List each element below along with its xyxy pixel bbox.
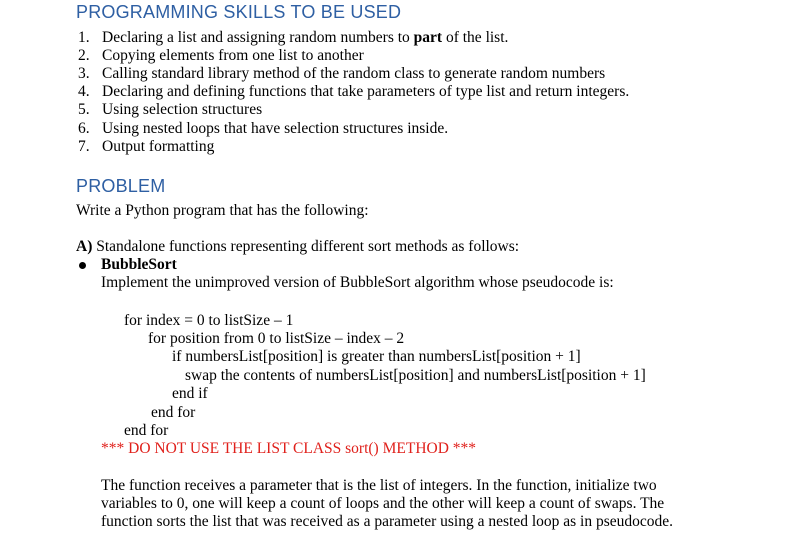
problem-heading: PROBLEM [76,176,166,196]
bubblesort-description: Implement the unimproved version of BubbleSort algorithm whose pseudocode is: [101,274,614,291]
skill-number: 4. [78,83,90,100]
skill-number: 2. [78,47,90,64]
skill-item-6 [78,120,448,138]
skill-item-4 [78,83,629,101]
skill-number: 5. [78,101,90,118]
skill-emphasis: part [413,29,443,46]
section-a-text: Standalone functions representing different sort methods as follows: [92,238,520,255]
skill-text: Using selection structures [102,101,263,118]
problem-intro: Write a Python program that has the following: [76,202,369,219]
skill-text: Declaring and defining functions that take parameters of type list and return integers. [102,83,630,100]
pseudocode-line-4: swap the contents of numbersList[position] and numbersList[position + 1] [185,367,646,384]
skill-text: Copying elements from one list to another [102,47,364,64]
section-a-label: A) [76,238,93,255]
skill-text: Calling standard library method of the random class to generate random numbers [102,65,606,82]
skill-item-7 [78,138,214,156]
skill-item-2 [78,47,364,65]
paragraph-line-1: The function receives a parameter that is the list of integers. In the function, initialize two [101,477,657,494]
pseudocode-line-6: end for [151,404,196,421]
section-a [76,238,519,256]
skill-text: Using nested loops that have selection structures inside. [102,120,449,137]
skill-number: 1. [78,29,90,46]
bubblesort-title-text: BubbleSort [101,256,177,273]
skill-item-5 [78,101,262,119]
skills-heading: PROGRAMMING SKILLS TO BE USED [76,2,402,22]
skill-number: 7. [78,138,90,155]
pseudocode-line-2: for position from 0 to listSize – index – 2 [148,330,405,347]
pseudocode-line-5: end if [172,385,208,402]
skill-text-end: of the list. [442,29,509,46]
pseudocode-line-3: if numbersList[position] is greater than numbersList[position + 1] [172,348,581,365]
skill-text: Output formatting [102,138,215,155]
warning-text: *** DO NOT USE THE LIST CLASS sort() METHOD *** [101,440,477,457]
skill-text: Declaring a list and assigning random numbers to [102,29,414,46]
pseudocode-line-7: end for [124,422,169,439]
skill-number: 3. [78,65,90,82]
skill-item-3 [78,65,605,83]
skill-item-1 [78,29,508,47]
skill-number: 6. [78,120,90,137]
paragraph-line-3: function sorts the list that was received as a parameter using a nested loop as in pseudocode. [101,513,674,530]
bullet-icon [79,262,86,269]
pseudocode-line-1: for index = 0 to listSize – 1 [124,312,294,329]
bubblesort-title [101,256,177,274]
paragraph-line-2: variables to 0, one will keep a count of loops and the other will keep a count of swaps. The [101,495,665,512]
